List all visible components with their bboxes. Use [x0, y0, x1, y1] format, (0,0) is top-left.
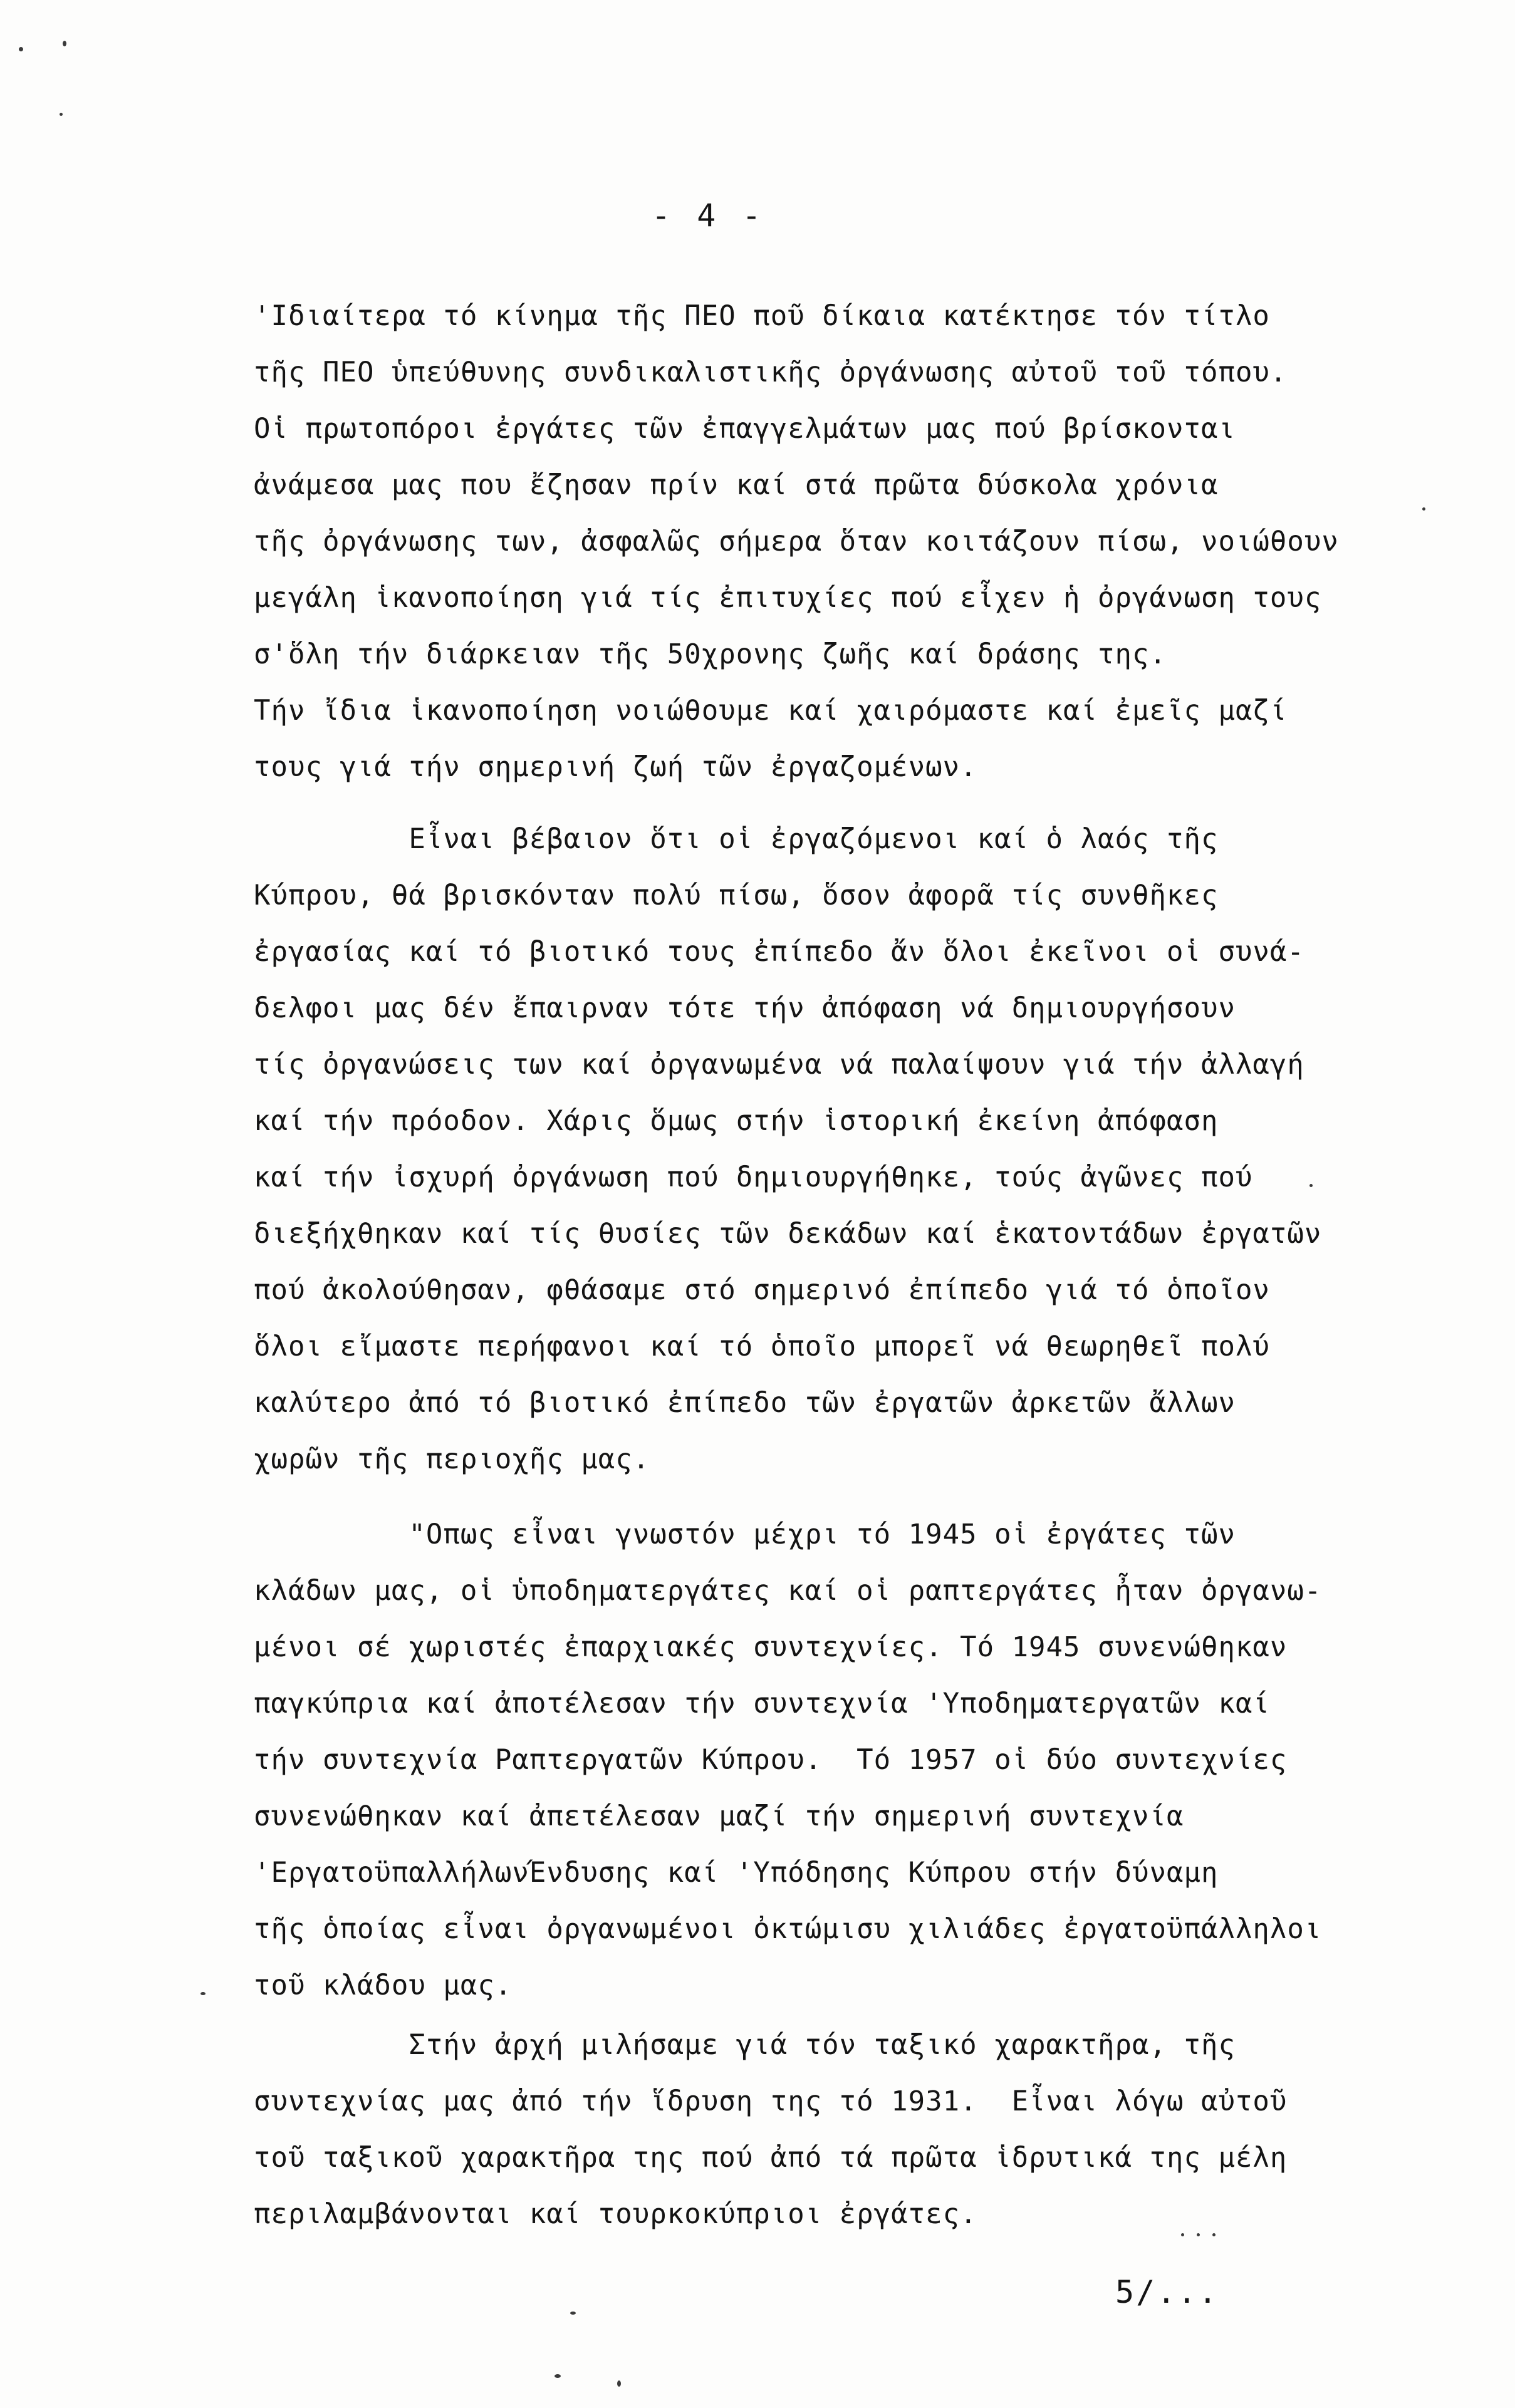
text-line: 'Ιδιαίτερα τό κίνημα τῆς ΠΕΟ ποῦ δίκαια κατέκτησε τόν τίτλο	[254, 300, 1270, 332]
text-line: παγκύπρια καί ἀποτέλεσαν τήν συντεχνία 'Υποδηματεργατῶν καί	[254, 1688, 1270, 1720]
text-line: σ'ὅλη τήν διάρκειαν τῆς 50χρονης ζωῆς καί δράσης της.	[254, 638, 1167, 670]
text-line: καλύτερο ἀπό τό βιοτικό ἐπίπεδο τῶν ἐργατῶν ἀρκετῶν ἄλλων	[254, 1387, 1236, 1419]
text-line: ἐργασίας καί τό βιοτικό τους ἐπίπεδο ἄν ὅλοι ἐκεῖνοι οἱ συνά-	[254, 936, 1304, 968]
text-line: ἀνάμεσα μας που ἔζησαν πρίν καί στά πρῶτα δύσκολα χρόνια	[254, 469, 1219, 501]
text-line: Κύπρου, θά βρισκόνταν πολύ πίσω, ὅσον ἀφορᾶ τίς συνθῆκες	[254, 880, 1219, 911]
scan-speck	[1309, 1184, 1313, 1187]
text-line: τῆς ὁποίας εἶναι ὀργανωμένοι ὀκτώμισυ χιλιάδες ἐργατοϋπάλληλοι	[254, 1913, 1322, 1945]
paragraph-2	[254, 811, 1463, 1488]
text-line: τους γιά τήν σημερινή ζωή τῶν ἐργαζομένων.	[254, 751, 977, 783]
scan-speck	[60, 113, 63, 116]
text-line: τίς ὀργανώσεις των καί ὀργανωμένα νά παλαίψουν γιά τήν ἀλλαγή	[254, 1049, 1304, 1081]
text-line: τήν συντεχνία Ραπτεργατῶν Κύπρου. Τό 1957 οἱ δύο συντεχνίες	[254, 1744, 1288, 1776]
text-line: συνενώθηκαν καί ἀπετέλεσαν μαζί τήν σημερινή συντεχνία	[254, 1800, 1184, 1832]
text-line: τοῦ κλάδου μας.	[254, 1969, 513, 2001]
scan-speck	[19, 47, 23, 51]
text-line: τῆς ὀργάνωσης των, ἀσφαλῶς σήμερα ὅταν κοιτάζουν πίσω, νοιώθουν	[254, 526, 1339, 558]
scan-speck	[200, 1992, 206, 1995]
text-line: τοῦ ταξικοῦ χαρακτῆρα της πού ἀπό τά πρῶτα ἱδρυτικά της μέλη	[254, 2142, 1288, 2174]
scan-speck	[617, 2380, 621, 2387]
text-line: δελφοι μας δέν ἔπαιρναν τότε τήν ἀπόφαση νά δημιουργήσουν	[254, 992, 1236, 1024]
text-line: Εἶναι βέβαιον ὅτι οἱ ἐργαζόμενοι καί ὁ λαός τῆς	[254, 823, 1219, 855]
continuation-marker: 5/...	[1115, 2274, 1219, 2310]
text-line: πού ἀκολούθησαν, φθάσαμε στό σημερινό ἐπίπεδο γιά τό ὁποῖον	[254, 1274, 1270, 1306]
scan-speck	[1197, 2233, 1200, 2236]
page-number: - 4 -	[652, 197, 765, 234]
text-line: Οἱ πρωτοπόροι ἐργάτες τῶν ἐπαγγελμάτων μας πού βρίσκονται	[254, 413, 1236, 445]
scan-speck	[554, 2374, 561, 2378]
text-line: συντεχνίας μας ἀπό τήν ἵδρυση της τό 1931. Εἶναι λόγω αὐτοῦ	[254, 2085, 1288, 2117]
text-line: διεξήχθηκαν καί τίς θυσίες τῶν δεκάδων καί ἑκατοντάδων ἐργατῶν	[254, 1218, 1322, 1250]
text-line: ὅλοι εἴμαστε περήφανοι καί τό ὁποῖο μπορεῖ νά θεωρηθεῖ πολύ	[254, 1331, 1270, 1362]
text-line: μεγάλη ἱκανοποίηση γιά τίς ἐπιτυχίες πού εἶχεν ἡ ὀργάνωση τους	[254, 582, 1322, 614]
text-line: κλάδων μας, οἱ ὑποδηματεργάτες καί οἱ ραπτεργάτες ἦταν ὀργανω-	[254, 1575, 1322, 1607]
paragraph-1	[254, 288, 1463, 796]
text-line: περιλαμβάνονται καί τουρκοκύπριοι ἐργάτες.	[254, 2198, 977, 2230]
text-line: καί τήν πρόοδον. Χάρις ὅμως στήν ἱστορική ἐκείνη ἀπόφαση	[254, 1105, 1219, 1137]
text-line: καί τήν ἰσχυρή ὀργάνωση πού δημιουργήθηκε, τούς ἀγῶνες πού	[254, 1161, 1253, 1193]
scan-speck	[1212, 2233, 1216, 2236]
scan-speck	[63, 41, 66, 46]
paragraph-3	[254, 1507, 1463, 2014]
text-line: 'ΕργατοϋπαλλήλωνΈνδυσης καί 'Υπόδησης Κύπρου στήν δύναμη	[254, 1857, 1219, 1889]
text-line: Τήν ἴδια ἱκανοποίηση νοιώθουμε καί χαιρόμαστε καί ἐμεῖς μαζί	[254, 695, 1288, 727]
text-line: χωρῶν τῆς περιοχῆς μας.	[254, 1443, 650, 1475]
text-line: Στήν ἀρχή μιλήσαμε γιά τόν ταξικό χαρακτῆρα, τῆς	[254, 2029, 1236, 2061]
text-line: "Οπως εἶναι γνωστόν μέχρι τό 1945 οἱ ἐργάτες τῶν	[254, 1518, 1236, 1550]
text-line: τῆς ΠΕΟ ὑπεύθυνης συνδικαλιστικῆς ὀργάνωσης αὐτοῦ τοῦ τόπου.	[254, 356, 1288, 388]
scan-speck	[1181, 2233, 1184, 2236]
paragraph-4	[254, 2017, 1463, 2243]
scan-speck	[570, 2312, 576, 2315]
text-line: μένοι σέ χωριστές ἐπαρχιακές συντεχνίες. Τό 1945 συνενώθηκαν	[254, 1631, 1288, 1663]
scan-speck	[1422, 507, 1425, 511]
